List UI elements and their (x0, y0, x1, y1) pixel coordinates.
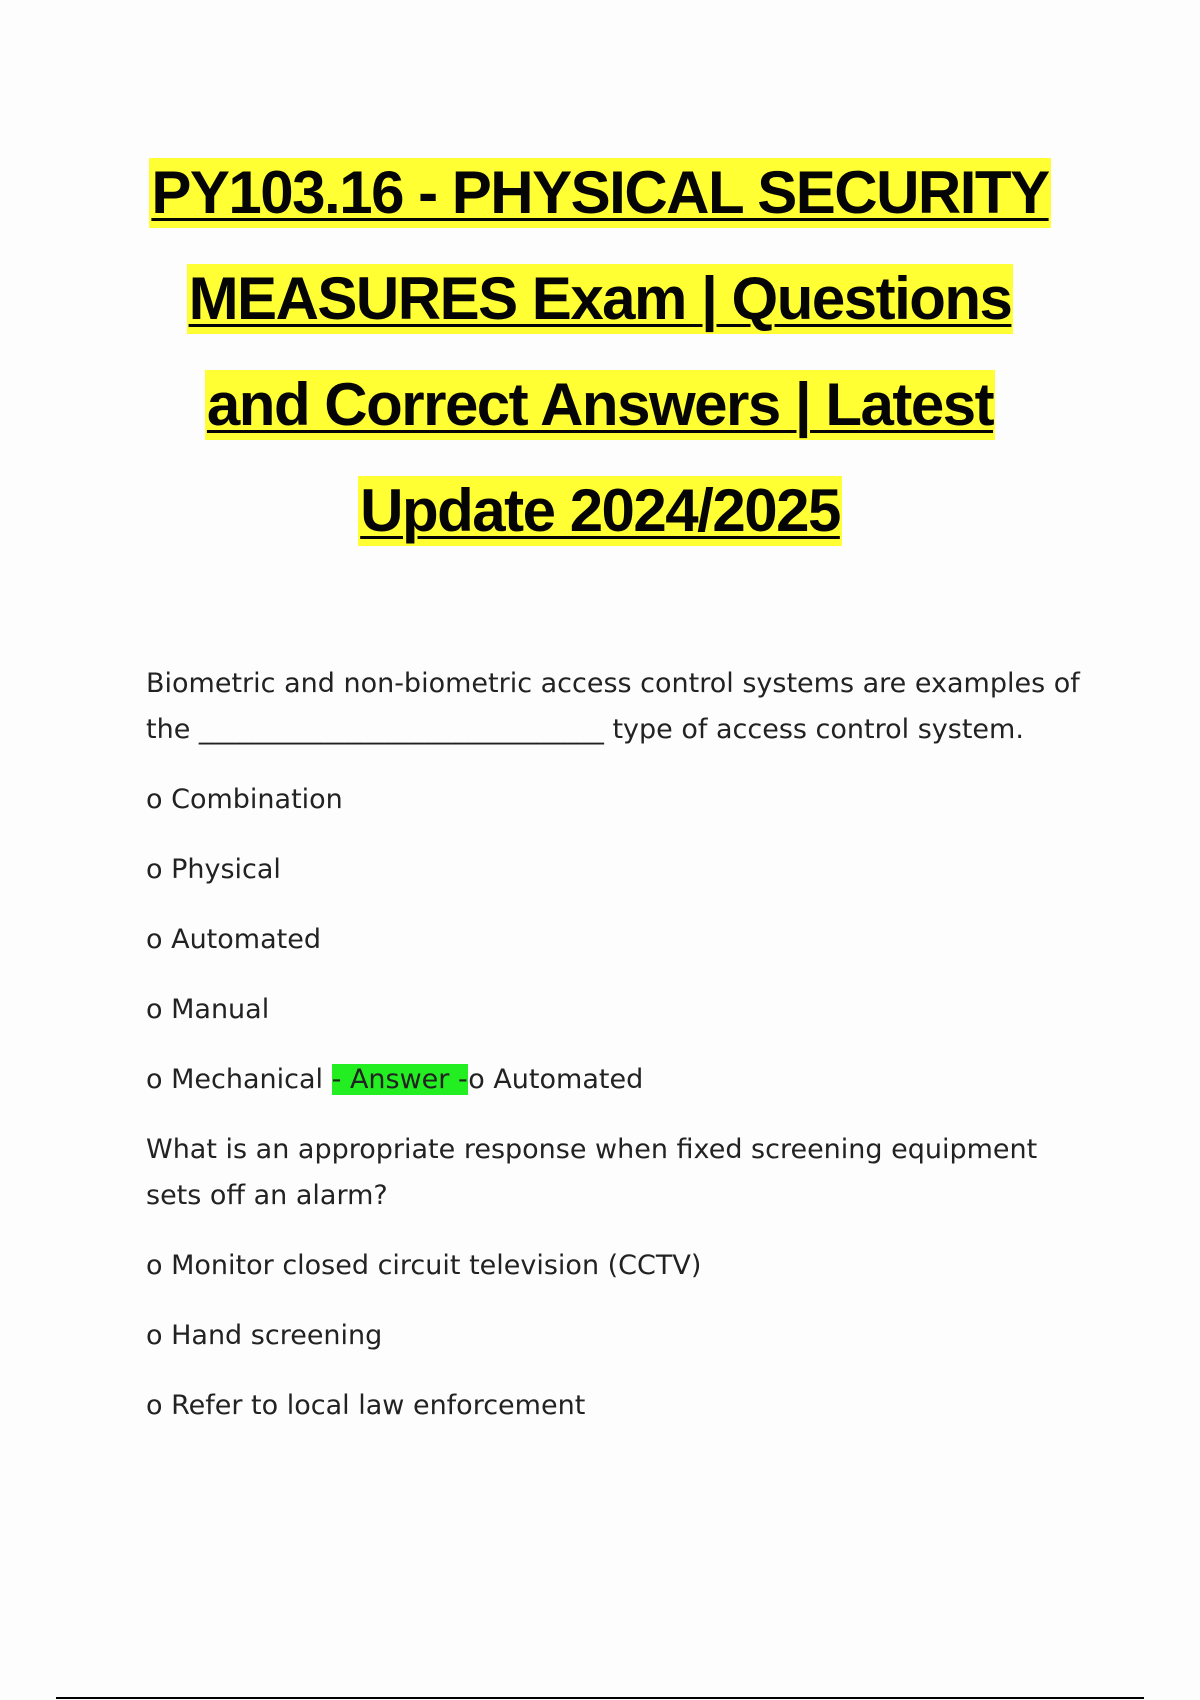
question-2-option: o Monitor closed circuit television (CCTV) (146, 1250, 702, 1281)
title-line-4 (0, 458, 1200, 564)
title-text-4: Update 2024/2025 (360, 476, 840, 544)
title-line-3 (0, 352, 1200, 458)
question-1-last-option: o Mechanical (146, 1064, 324, 1095)
title-line-1 (0, 140, 1200, 246)
exam-content (146, 661, 1096, 1453)
title-line-2 (0, 246, 1200, 352)
question-2-option: o Refer to local law enforcement (146, 1390, 586, 1421)
question-1-option: o Manual (146, 994, 270, 1025)
question-1-option: o Combination (146, 784, 343, 815)
question-1-answer: o Automated (468, 1064, 644, 1095)
footer-divider (56, 1697, 1144, 1699)
question-2-text: What is an appropriate response when fixed screening equipment sets off an alarm? (146, 1134, 1038, 1211)
document-title (0, 140, 1200, 564)
title-text-1: PY103.16 - PHYSICAL SECURITY (151, 158, 1049, 226)
title-text-3: and Correct Answers | Latest (206, 370, 994, 438)
answer-marker: - Answer - (331, 1064, 469, 1095)
question-1-option: o Automated (146, 924, 321, 955)
question-1-answer-line (146, 1057, 1096, 1103)
question-1-text: Biometric and non-biometric access control systems are examples of the ______________________________ type of access control system. (146, 668, 1080, 745)
question-2-option: o Hand screening (146, 1320, 383, 1351)
title-text-2: MEASURES Exam | Questions (188, 264, 1012, 332)
question-1-option: o Physical (146, 854, 281, 885)
